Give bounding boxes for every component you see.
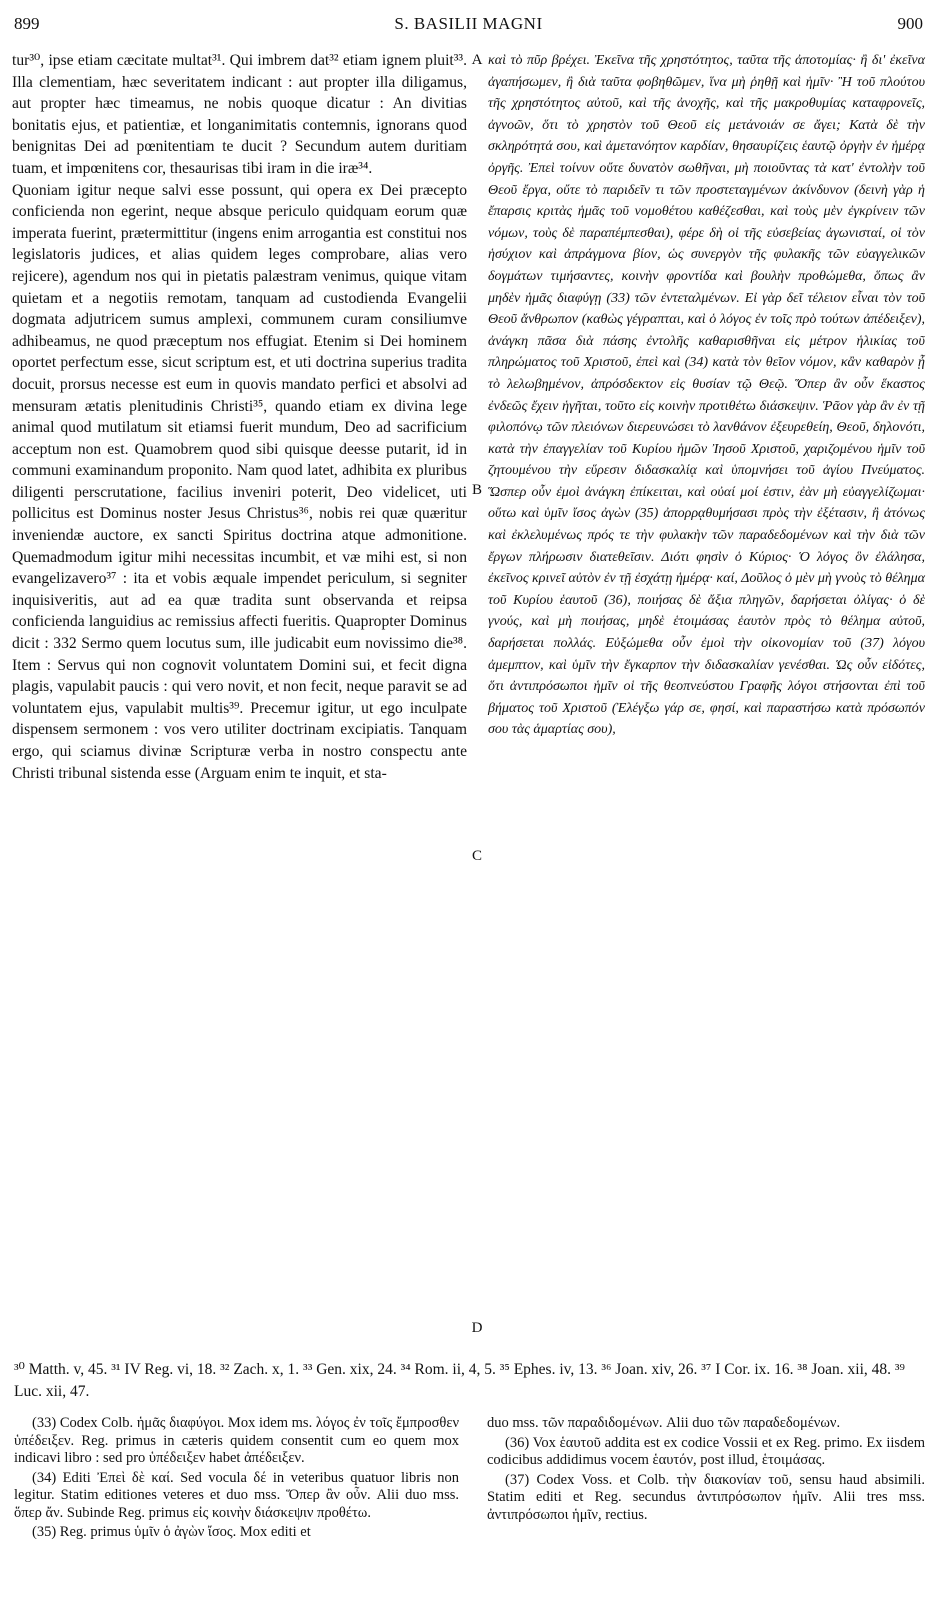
footnote: (36) Vox ἑαυτοῦ addita est ex codice Vossii et ex Reg. primo. Ex iisdem codicibus addidimus vocem ἑαυτόν, post illud, ἑτοιμάσας. bbox=[487, 1434, 925, 1468]
margin-letter-d: D bbox=[471, 1320, 483, 1336]
footnote: (33) Codex Colb. ἡμᾶς διαφύγοι. Mox idem ms. λόγος ἐν τοῖς ἔμπροσθεν ὑπέδειξεν. Reg. primus in cæteris quidem consentit cum eo quem mox indicavi libro : sed pro ὑπέδειξεν habet ἀπέδειξεν. bbox=[14, 1415, 459, 1466]
greek-paragraph: καὶ τὸ πῦρ βρέχει. Ἐκεῖνα τῆς χρηστότητος, ταῦτα τῆς ἀποτομίας· ἢ δι' ἐκεῖνα ἀγαπήσωμεν, ἢ διὰ ταῦτα φοβηθῶμεν, ἵνα μὴ ῥηθῇ καὶ ἡμῖν· Ἢ τοῦ πλούτου τῆς χρηστότητος αὐτοῦ, καὶ τῆς ἀνοχῆς, καὶ τῆς μακροθυμίας καταφρονεῖς, ἀγνοῶν, ὅτι τὸ χρηστὸν τοῦ Θεοῦ εἰς μετάνοιάν σε ἄγει; Κατὰ δὲ τὴν σκληρότητά σου, καὶ ἀμετανόητον καρδίαν, θησαυρίζεις ἑαυτῷ ὀργὴν ἐν ἡμέρᾳ ὀργῆς. Ἐπεὶ τοίνυν οὔτε δυνατὸν σωθῆναι, μὴ ποιοῦντας τὰ κατ' ἐντολὴν τοῦ Θεοῦ ἔργα, οὔτε τὸ παριδεῖν τι τῶν προστεταγμένων ἀκίνδυνον (δεινὴ γὰρ ἡ ἔπαρσις κριτὰς ἡμᾶς τοῦ νομοθέτου καθέζεσθαι, καὶ τοὺς μὲν ἐγκρίνειν τῶν νόμων, τοὺς δὲ παραπέμπεσθαι), φέρε δὴ οἱ τῆς εὐσεβείας ἀγωνισταί, οἱ τὸν ἡσύχιον καὶ ἀπράγμονα βίον, ὡς συνεργὸν τῆς φυλακῆς τῶν εὐαγγελικῶν δογμάτων τιμήσαντες, κοινὴν φροντίδα καὶ βουλὴν προθώμεθα, ὅπως ἂν μηδὲν ἡμᾶς διαφύγῃ (33) τῶν ἐντεταλμένων. Εἰ γὰρ δεῖ τέλειον εἶναι τὸν τοῦ Θεοῦ ἄνθρωπον (καθὼς γέγραπται, καὶ ὁ λόγος ἐν τοῖς πρὸ τούτων ἀπέδειξεν), ἀνάγκη πᾶσα διὰ πάσης ἐντολῆς καθαρισθῆναι εἰς μέτρον ἡλικίας τοῦ πληρώματος τοῦ Χριστοῦ, ἐπεὶ καὶ (34) κατὰ τὸν θεῖον νόμον, κἂν καθαρὸν ᾖ τὸ λελωβημένον, ἀπρόσδεκτον εἰς θυσίαν τῷ Θεῷ. Ὅπερ ἂν οὖν ἕκαστος ἐνδεῶς ἔχειν ἡγῆται, τοῦτο εἰς κοινὴν προτιθέτω διάσκεψιν. Ῥᾶον γὰρ ἂν ἐν τῇ φιλοπόνῳ τῶν πλειόνων διερευνώσει τὸ λανθάνον ἐξευρεθείη, Θεοῦ, δηλονότι, κατὰ τὴν ἐπαγγελίαν τοῦ Κυρίου ἡμῶν Ἰησοῦ Χριστοῦ, χαριζομένου ἡμῖν τοῦ ζητουμένου τὴν εὕρεσιν διδασκαλίᾳ καὶ ὑπομνήσει τοῦ ἁγίου Πνεύματος. Ὥσπερ οὖν ἐμοὶ ἀνάγκη ἐπίκειται, καὶ οὐαί μοί ἐστιν, ἐὰν μὴ εὐαγγελίζωμαι· οὕτω καὶ ὑμῖν ἴσος ἀγὼν (35) ἀπορρᾳθυμήσασι πρὸς τὴν ἐξέτασιν, ἢ ἀτόνως καὶ ἐκλελυμένως πρός τε τὴν φυλακὴν τῶν παραδεδομένων καὶ τὴν διὰ τῶν ἔργων πλήρωσιν διατεθεῖσιν. Διότι φησὶν ὁ Κύριος· Ὁ λόγος ὃν ἐλάλησα, ἐκεῖνος κρινεῖ αὐτὸν ἐν τῇ ἐσχάτῃ ἡμέρᾳ· καί, Δοῦλος ὁ μὲν μὴ γνοὺς τὸ θέλημα τοῦ Κυρίου ἑαυτοῦ (36), ποιήσας δὲ ἄξια πληγῶν, δαρήσεται ὀλίγας· ὁ δὲ γνούς, καὶ μὴ ποιήσας, μηδὲ ἑτοιμάσας ἑαυτὸν πρὸς τὸ θέλημα αὐτοῦ, δαρήσεται πολλάς. Εὐξώμεθα οὖν ἐμοὶ τὴν οἰκονομίαν τοῦ (37) λόγου ἀμεμπτον, καὶ ὑμῖν τὴν ἔγκαρπον τὴν διδασκαλίαν γενέσθαι. Ὡς οὖν εἰδότες, ὅτι ἀντιπρόσωποι ἡμῖν οἱ τῆς θεοπνεύστου Γραφῆς λόγοι στήσονται ἐπὶ τοῦ βήματος τοῦ Χριστοῦ (Ἐλέγξω γάρ σε, φησί, καὶ παραστήσω κατὰ πρόσωπόν σου τὰς ἁμαρτίας σου), bbox=[488, 53, 925, 738]
right-page-number: 900 bbox=[897, 14, 923, 33]
footnotes-right bbox=[487, 1415, 925, 1526]
latin-column bbox=[12, 50, 467, 784]
scripture-references: ³⁰ Matth. v, 45. ³¹ IV Reg. vi, 18. ³² Zach. x, 1. ³³ Gen. xix, 24. ³⁴ Rom. ii, 4, 5. ³⁵ Ephes. iv, 13. ³⁶ Joan. xiv, 26. ³⁷ I Cor. ix. 16. ³⁸ Joan. xii, 48. ³⁹ Luc. xii, 47. bbox=[14, 1361, 905, 1400]
footnotes-left bbox=[14, 1415, 459, 1544]
margin-letter-a: A bbox=[471, 52, 483, 68]
footnote: (34) Editi Ἐπεὶ δὲ καί. Sed vocula δέ in veteribus quatuor libris non legitur. Statim editiones veteres et duo mss. Ὅπερ ἂν οὖν. Alii duo mss. ὅπερ ἄν. Subinde Reg. primus εἰς κοινὴν διάσκεψιν προθέτω. bbox=[14, 1469, 459, 1521]
margin-letter-c: C bbox=[471, 848, 482, 864]
greek-column bbox=[488, 50, 925, 741]
latin-paragraph: Quoniam igitur neque salvi esse possunt, qui opera ex Dei præcepto conficienda non egerint, neque absque periculo quidquam eorum quæ imperata fuerint, prætermittitur (ingens enim arrogantia est constitui nos legislatoris judices, et alias quidem leges comprobare, alias vero rejicere), agendum nos qui in pietatis palæstram venimus, quique vitam quietam et a negotiis remotam, tanquam ad custodienda Evangelii dogmata adjutricem sumus amplexi, communem curam consiliumve adhibeamus, ne quod præceptum nos effugiat. Etenim si Dei hominem oportet perfectum esse, sicut scriptum est, et uti doctrina superius tradita docuit, prorsus necesse est eum in quovis mandato perfici et absolvi ad mensuram ætatis plenitudinis Christi³⁵, quando etiam ex divina lege animal quod mutilatum sit etiamsi fuerit mundum, Deo ad sacrificium acceptum non est. Quamobrem quod sibi quisque deesse putarit, id in communi examinandum proponito. Nam quod latet, adhibita ex pluribus diligenti perscrutatione, facilius inveniri poterit, Deo videlicet, uti pollicitus est Dominus noster Jesus Christus³⁶, nobis rei quæ quæritur inveniendæ auctore, ex sancti Spiritus doctrina atque admonitione. Quemadmodum igitur mihi necessitas incumbit, et væ mihi est, si non evangelizavero³⁷ : ita et vobis æquale impendet periculum, si segniter inquisiveritis, aut ad ea quæ tradita sunt observanda et reipsa conficienda languidius ac remissius affecti fueritis. Quapropter Dominus dicit : 332 Sermo quem locutus sum, ille judicabit eum novissimo die³⁸. Item : Servus qui non cognovit voluntatem Domini sui, et fecit digna plagis, vapulabit paucis : qui vero novit, et non fecit, neque paravit se ad voluntatem ejus, vapulabit multis³⁹. Precemur igitur, ut ego inculpate dispensem sermonem : vos vero utiliter doctrinam excipiatis. Tanquam ergo, qui sciamus divinæ Scripturæ verba in nostro conspectu ante Christi tribunal sistenda esse (Arguam enim te inquit, et sta- bbox=[12, 181, 467, 782]
latin-paragraph: tur³⁰, ipse etiam cæcitate multat³¹. Qui imbrem dat³² etiam ignem pluit³³. Illa clementiam, hæc severitatem indicant : aut propter illa diligamus, aut propter hæc timeamus, ne nobis quoque dicatur : An divitias bonitatis ejus, et patientiæ, et longanimitatis contemnis, ignorans quod benignitas Dei ad pœnitentiam te ducit ? Secundum autem duritiam tuam, et impœnitens cor, thesaurisas tibi iram in die iræ³⁴. bbox=[12, 52, 467, 177]
footnote: (37) Codex Voss. et Colb. τὴν διακονίαν τοῦ, sensu haud absimili. Statim editi et Reg. secundus ἀντιπρόσωπον ἡμῖν. Alii tres mss. ἀντιπρόσωποι ἡμῖν, rectius. bbox=[487, 1471, 925, 1523]
footnote: (35) Reg. primus ὑμῖν ὁ ἀγὼν ἴσος. Mox editi et bbox=[32, 1524, 311, 1540]
running-title: S. BASILII MAGNI bbox=[394, 14, 543, 33]
margin-letter-b: B bbox=[471, 482, 482, 498]
left-page-number: 899 bbox=[14, 14, 40, 33]
footnote: duo mss. τῶν παραδιδομένων. Alii duo τῶν παραδεδομένων. bbox=[487, 1415, 841, 1431]
